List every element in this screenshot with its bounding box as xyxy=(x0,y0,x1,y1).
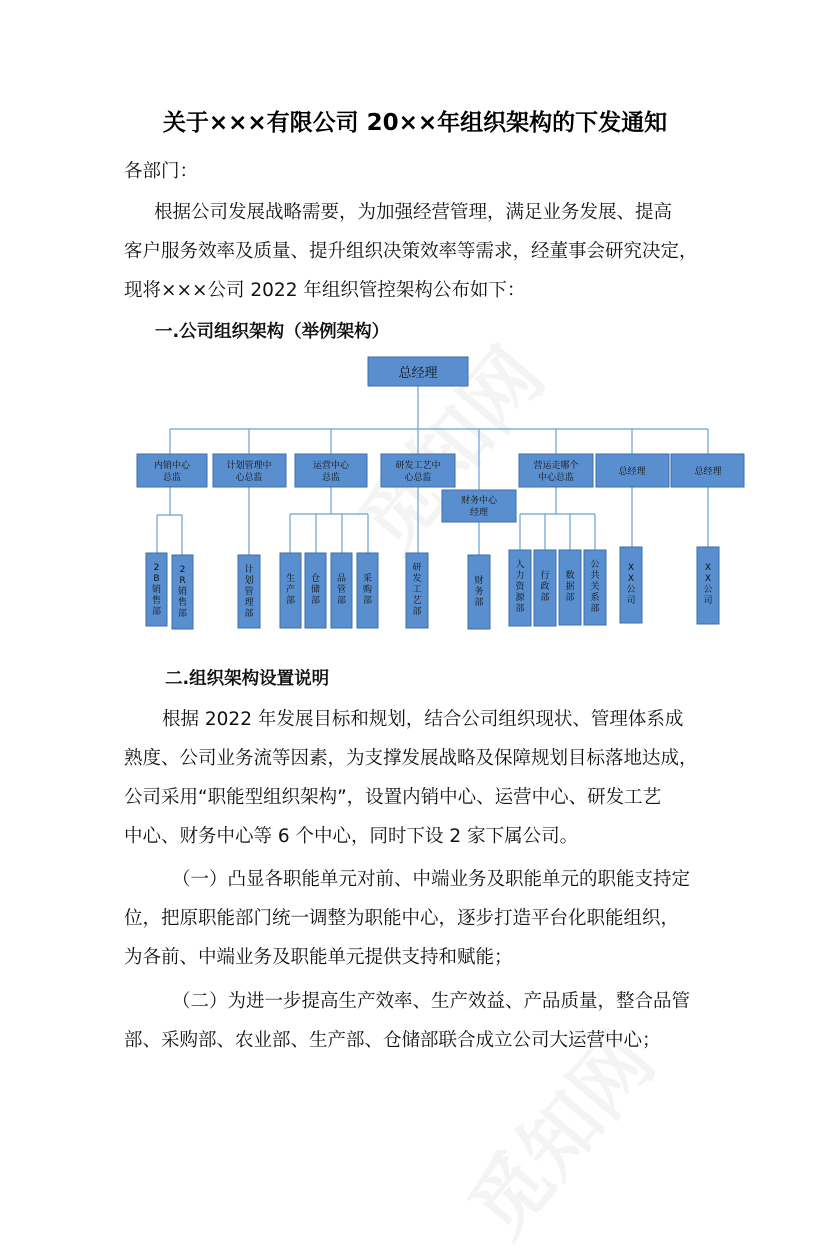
org-node-level2 xyxy=(468,555,490,629)
org-node-label: 仓 xyxy=(310,574,321,584)
paragraph-line: 为各前、中端业务及职能单元提供支持和赋能； xyxy=(124,947,513,968)
org-node-label: 部 xyxy=(151,607,162,617)
org-node-label: 系 xyxy=(590,593,600,603)
org-node-level2 xyxy=(357,553,378,628)
salutation: 各部门： xyxy=(124,161,199,182)
org-node-label: 政 xyxy=(540,582,550,592)
org-node-level2 xyxy=(406,553,428,628)
org-node-label: 售 xyxy=(151,596,162,606)
org-node-level2 xyxy=(584,550,606,625)
org-node-label: 总监 xyxy=(162,473,182,483)
org-node-level2 xyxy=(238,555,260,628)
org-node-label: 生 xyxy=(285,574,296,584)
paragraph-line: 位，把原职能部门统一调整为职能中心，逐步打造平台化职能组织， xyxy=(124,908,680,929)
org-node-level1 xyxy=(381,454,455,487)
org-node-level1 xyxy=(295,454,367,487)
org-node-root xyxy=(368,357,468,386)
section2-paragraph xyxy=(124,700,714,856)
paragraph-line: 公司采用“职能型组织架构”，设置内销中心、运营中心、研发工艺 xyxy=(124,787,662,808)
org-node-label: 部 xyxy=(177,609,188,619)
intro-line: 根据公司发展战略需要，为加强经营管理，满足业务发展、提高 xyxy=(154,202,673,223)
org-node-level2 xyxy=(172,555,193,629)
org-node-label: 据 xyxy=(565,582,575,592)
org-node-label: X xyxy=(704,574,712,584)
org-node-label: 部 xyxy=(336,596,347,606)
org-node-label: 司 xyxy=(626,596,636,606)
org-node-level1 xyxy=(213,454,286,487)
org-node-label: 管 xyxy=(336,585,347,595)
org-node-label: X xyxy=(704,563,712,573)
intro-line: 现将×××公司 2022 年组织管控架构公布如下： xyxy=(124,280,526,301)
section2-heading: 二.组织架构设置说明 xyxy=(165,669,330,689)
org-node-label: 财 xyxy=(474,576,484,586)
org-node-label: B xyxy=(153,574,160,584)
org-node-label: 研 xyxy=(412,563,422,573)
paragraph-line: 熟度、公司业务流等因素，为支撑发展战略及保障规划目标落地达成， xyxy=(124,748,698,769)
org-node-label: 部 xyxy=(565,593,575,603)
org-node-label: 人 xyxy=(515,560,525,570)
org-node-label: 力 xyxy=(515,571,525,581)
org-node-level2 xyxy=(697,547,719,624)
org-node-label: 心总监 xyxy=(235,473,263,483)
org-node-level2 xyxy=(280,553,301,628)
org-node-label: 计划管理中 xyxy=(226,461,272,471)
org-node-label: 总监 xyxy=(321,473,341,483)
org-node-label: 内销中心 xyxy=(153,461,191,471)
org-node-label: 艺 xyxy=(412,596,422,606)
section1-heading: 一.公司组织架构（举例架构） xyxy=(155,322,390,342)
paragraph-line: （一）凸显各职能单元对前、中端业务及职能单元的职能支持定 xyxy=(172,869,691,890)
org-node-label: 务 xyxy=(474,587,484,597)
org-node-label: 2 xyxy=(153,563,160,573)
item-one-paragraph xyxy=(124,860,714,977)
paragraph-line: 中心、财务中心等 6 个中心，同时下设 2 家下属公司。 xyxy=(124,826,579,847)
org-node-label: 售 xyxy=(177,598,188,608)
org-node-label: X xyxy=(627,563,635,573)
org-node-label: 总经理 xyxy=(398,366,438,381)
paragraph-line: 部、采购部、农业部、生产部、仓储部联合成立公司大运营中心； xyxy=(124,1030,661,1051)
org-node-label: 共 xyxy=(590,571,600,581)
org-node-label: 公 xyxy=(703,585,713,595)
org-node-level2 xyxy=(534,550,556,626)
org-node-label: 公 xyxy=(590,560,600,570)
org-node-label: 数 xyxy=(565,571,575,581)
org-node-level2 xyxy=(331,553,352,628)
intro-line: 客户服务效率及质量、提升组织决策效率等需求，经董事会研究决定， xyxy=(124,241,698,262)
org-node-label: 心总监 xyxy=(404,473,432,483)
org-node-label: 源 xyxy=(515,593,525,603)
org-node-level2 xyxy=(146,553,167,626)
paragraph-line: 根据 2022 年发展目标和规划，结合公司组织现状、管理体系成 xyxy=(162,709,684,730)
org-node-label: 销 xyxy=(151,585,162,595)
org-node-level2 xyxy=(509,550,531,626)
org-node-level1 xyxy=(596,454,669,487)
org-node-level1 xyxy=(671,454,744,487)
org-node-label: 管 xyxy=(244,587,254,597)
org-node-label: 经理 xyxy=(469,508,489,518)
org-node-label: 运营中心 xyxy=(312,461,350,471)
org-node-label: 公 xyxy=(626,585,636,595)
org-node-level1 xyxy=(442,490,516,522)
item-two-paragraph xyxy=(124,982,714,1060)
org-node-label: 中心总监 xyxy=(537,473,575,483)
page-title: 关于×××有限公司 20××年组织架构的下发通知 xyxy=(162,110,668,136)
org-node-label: 计 xyxy=(244,565,254,575)
paragraph-line: （二）为进一步提高生产效率、生产效益、产品质量，整合品管 xyxy=(172,991,691,1012)
org-node-label: 品 xyxy=(336,574,347,584)
org-node-label: 部 xyxy=(244,609,254,619)
org-node-label: 划 xyxy=(244,576,254,586)
org-node-label: 购 xyxy=(362,585,373,595)
org-node-level1 xyxy=(137,454,207,487)
org-node-label: 储 xyxy=(310,585,321,595)
org-node-label: 理 xyxy=(244,598,254,608)
org-node-level2 xyxy=(620,547,642,623)
org-node-label: 产 xyxy=(285,585,296,595)
org-node-label: 销 xyxy=(177,587,188,597)
org-node-level2 xyxy=(305,553,326,628)
org-node-label: 司 xyxy=(703,596,713,606)
org-node-label: 总经理 xyxy=(694,467,722,477)
org-node-label: 财务中心 xyxy=(460,496,498,506)
org-node-label: X xyxy=(627,574,635,584)
org-node-label: 部 xyxy=(310,596,321,606)
org-node-label: 采 xyxy=(362,574,373,584)
org-node-level1 xyxy=(519,454,593,487)
org-node-label: 资 xyxy=(515,582,525,592)
org-node-label: 部 xyxy=(540,593,550,603)
org-node-label: 部 xyxy=(412,607,422,617)
org-node-label: 部 xyxy=(285,596,296,606)
org-node-label: 营运走哪个 xyxy=(533,461,579,471)
org-node-label: 工 xyxy=(412,585,422,595)
org-node-label: 部 xyxy=(590,604,600,614)
org-node-label: 部 xyxy=(515,604,525,614)
org-node-label: 行 xyxy=(540,571,550,581)
org-node-label: 部 xyxy=(474,598,484,608)
org-node-label: 2 xyxy=(179,565,186,575)
org-node-label: R xyxy=(179,576,186,586)
org-node-label: 发 xyxy=(412,574,422,584)
org-node-label: 总经理 xyxy=(618,467,646,477)
org-node-label: 关 xyxy=(590,582,600,592)
org-node-label: 部 xyxy=(362,596,373,606)
org-node-level2 xyxy=(559,550,581,625)
org-node-label: 研发工艺中 xyxy=(395,461,441,471)
